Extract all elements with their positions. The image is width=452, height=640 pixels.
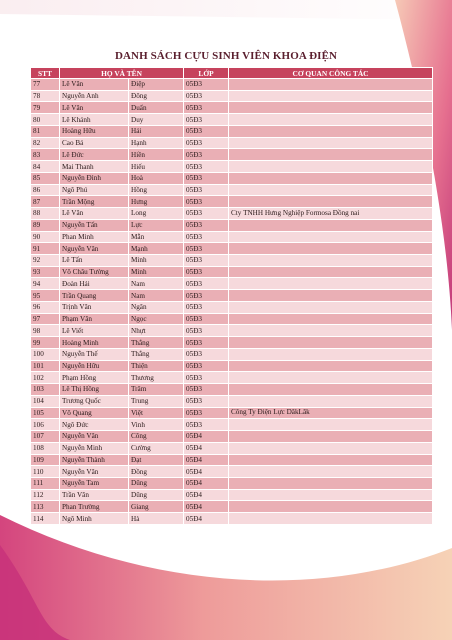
table-row <box>31 125 433 137</box>
cell-given-name: Thắng <box>129 348 184 360</box>
cell-stt: 83 <box>31 149 60 161</box>
table-row <box>31 301 433 313</box>
cell-class: 05Đ3 <box>184 337 229 349</box>
cell-stt: 99 <box>31 337 60 349</box>
cell-class: 05Đ3 <box>184 79 229 91</box>
cell-stt: 101 <box>31 360 60 372</box>
header-stt: STT <box>31 68 60 79</box>
cell-class: 05Đ3 <box>184 278 229 290</box>
cell-surname: Nguyễn Tấn <box>60 219 129 231</box>
cell-given-name: Trung <box>129 395 184 407</box>
cell-stt: 107 <box>31 431 60 443</box>
cell-stt: 96 <box>31 301 60 313</box>
cell-workplace <box>229 313 433 325</box>
cell-given-name: Duy <box>129 114 184 126</box>
cell-given-name: Hưng <box>129 196 184 208</box>
table-row <box>31 208 433 220</box>
cell-workplace <box>229 513 433 525</box>
cell-stt: 85 <box>31 172 60 184</box>
cell-given-name: Duẩn <box>129 102 184 114</box>
cell-stt: 93 <box>31 266 60 278</box>
cell-surname: Lê Văn <box>60 102 129 114</box>
table-row <box>31 407 433 419</box>
table-row <box>31 243 433 255</box>
cell-surname: Lê Viết <box>60 325 129 337</box>
cell-given-name: Vinh <box>129 419 184 431</box>
table-row <box>31 278 433 290</box>
cell-given-name: Lực <box>129 219 184 231</box>
table-row <box>31 501 433 513</box>
cell-given-name: Việt <box>129 407 184 419</box>
cell-class: 05Đ3 <box>184 372 229 384</box>
cell-workplace <box>229 231 433 243</box>
cell-class: 05Đ4 <box>184 442 229 454</box>
cell-workplace <box>229 477 433 489</box>
cell-given-name: Dũng <box>129 477 184 489</box>
cell-given-name: Hải <box>129 125 184 137</box>
cell-surname: Ngô Đức <box>60 419 129 431</box>
table-row <box>31 313 433 325</box>
cell-class: 05Đ3 <box>184 196 229 208</box>
cell-given-name: Trâm <box>129 384 184 396</box>
cell-stt: 84 <box>31 161 60 173</box>
cell-workplace <box>229 102 433 114</box>
cell-given-name: Ngân <box>129 301 184 313</box>
cell-surname: Hoàng Minh <box>60 337 129 349</box>
table-row <box>31 395 433 407</box>
cell-surname: Nguyễn Thế <box>60 348 129 360</box>
cell-surname: Phạm Văn <box>60 313 129 325</box>
cell-given-name: Nhựt <box>129 325 184 337</box>
cell-class: 05Đ4 <box>184 513 229 525</box>
cell-given-name: Hồng <box>129 184 184 196</box>
cell-surname: Võ Châu Tường <box>60 266 129 278</box>
cell-given-name: Mẫn <box>129 231 184 243</box>
cell-class: 05Đ3 <box>184 219 229 231</box>
cell-surname: Hoàng Hữu <box>60 125 129 137</box>
cell-workplace <box>229 219 433 231</box>
cell-workplace <box>229 337 433 349</box>
cell-stt: 87 <box>31 196 60 208</box>
cell-stt: 100 <box>31 348 60 360</box>
cell-stt: 104 <box>31 395 60 407</box>
table-row <box>31 489 433 501</box>
cell-stt: 103 <box>31 384 60 396</box>
cell-class: 05Đ4 <box>184 477 229 489</box>
cell-workplace <box>229 278 433 290</box>
cell-class: 05Đ3 <box>184 419 229 431</box>
cell-given-name: Đồng <box>129 466 184 478</box>
cell-given-name: Điệp <box>129 79 184 91</box>
cell-given-name: Thiện <box>129 360 184 372</box>
cell-given-name: Minh <box>129 255 184 267</box>
cell-workplace <box>229 466 433 478</box>
cell-stt: 106 <box>31 419 60 431</box>
cell-stt: 89 <box>31 219 60 231</box>
cell-stt: 109 <box>31 454 60 466</box>
cell-class: 05Đ3 <box>184 360 229 372</box>
cell-stt: 86 <box>31 184 60 196</box>
cell-stt: 114 <box>31 513 60 525</box>
cell-class: 05Đ4 <box>184 501 229 513</box>
table-row <box>31 454 433 466</box>
table-body <box>31 79 433 525</box>
table-row <box>31 102 433 114</box>
table-row <box>31 184 433 196</box>
table-row <box>31 137 433 149</box>
table-row <box>31 219 433 231</box>
cell-stt: 88 <box>31 208 60 220</box>
cell-class: 05Đ3 <box>184 301 229 313</box>
cell-class: 05Đ4 <box>184 454 229 466</box>
cell-workplace <box>229 395 433 407</box>
table-row <box>31 513 433 525</box>
cell-stt: 102 <box>31 372 60 384</box>
cell-class: 05Đ3 <box>184 114 229 126</box>
cell-surname: Lê Thị Hồng <box>60 384 129 396</box>
cell-surname: Đoàn Hải <box>60 278 129 290</box>
cell-workplace <box>229 255 433 267</box>
cell-given-name: Đạt <box>129 454 184 466</box>
cell-given-name: Ngọc <box>129 313 184 325</box>
cell-class: 05Đ4 <box>184 431 229 443</box>
cell-given-name: Mạnh <box>129 243 184 255</box>
cell-class: 05Đ4 <box>184 489 229 501</box>
cell-stt: 77 <box>31 79 60 91</box>
table-row <box>31 419 433 431</box>
cell-workplace <box>229 360 433 372</box>
cell-class: 05Đ3 <box>184 243 229 255</box>
cell-surname: Trương Quốc <box>60 395 129 407</box>
cell-given-name: Long <box>129 208 184 220</box>
cell-workplace <box>229 442 433 454</box>
cell-workplace <box>229 243 433 255</box>
cell-stt: 90 <box>31 231 60 243</box>
cell-class: 05Đ3 <box>184 266 229 278</box>
table-header-row <box>31 68 433 79</box>
cell-given-name: Nam <box>129 278 184 290</box>
cell-workplace <box>229 372 433 384</box>
cell-stt: 95 <box>31 290 60 302</box>
table-row <box>31 255 433 267</box>
table-row <box>31 290 433 302</box>
table-row <box>31 442 433 454</box>
table-row <box>31 384 433 396</box>
cell-stt: 111 <box>31 477 60 489</box>
cell-workplace: Cty TNHH Hưng Nghiệp Formosa Đồng nai <box>229 208 433 220</box>
cell-class: 05Đ3 <box>184 102 229 114</box>
page-title: DANH SÁCH CỰU SINH VIÊN KHOA ĐIỆN <box>114 50 338 62</box>
cell-class: 05Đ3 <box>184 255 229 267</box>
cell-workplace <box>229 431 433 443</box>
cell-given-name: Thắng <box>129 337 184 349</box>
table-row <box>31 161 433 173</box>
cell-surname: Nguyễn Hữu <box>60 360 129 372</box>
cell-workplace <box>229 149 433 161</box>
cell-stt: 79 <box>31 102 60 114</box>
cell-given-name: Hà <box>129 513 184 525</box>
cell-stt: 110 <box>31 466 60 478</box>
cell-surname: Phan Minh <box>60 231 129 243</box>
cell-class: 05Đ3 <box>184 231 229 243</box>
cell-stt: 92 <box>31 255 60 267</box>
cell-surname: Nguyễn Đình <box>60 172 129 184</box>
cell-given-name: Dũng <box>129 489 184 501</box>
cell-stt: 112 <box>31 489 60 501</box>
cell-class: 05Đ3 <box>184 313 229 325</box>
cell-given-name: Hiền <box>129 149 184 161</box>
cell-stt: 98 <box>31 325 60 337</box>
cell-given-name: Hoà <box>129 172 184 184</box>
cell-class: 05Đ3 <box>184 348 229 360</box>
cell-surname: Trần Mộng <box>60 196 129 208</box>
cell-class: 05Đ3 <box>184 384 229 396</box>
cell-workplace <box>229 384 433 396</box>
cell-stt: 105 <box>31 407 60 419</box>
cell-surname: Lê Văn <box>60 208 129 220</box>
table-row <box>31 231 433 243</box>
cell-class: 05Đ3 <box>184 137 229 149</box>
header-workplace: CƠ QUAN CÔNG TÁC <box>229 68 433 79</box>
cell-class: 05Đ3 <box>184 149 229 161</box>
table-row <box>31 348 433 360</box>
cell-workplace <box>229 301 433 313</box>
cell-given-name: Thương <box>129 372 184 384</box>
cell-workplace <box>229 196 433 208</box>
cell-workplace <box>229 114 433 126</box>
cell-given-name: Hạnh <box>129 137 184 149</box>
cell-given-name: Cường <box>129 442 184 454</box>
cell-surname: Lê Tấn <box>60 255 129 267</box>
cell-workplace <box>229 172 433 184</box>
cell-surname: Nguyễn Minh <box>60 442 129 454</box>
cell-surname: Ngô Phú <box>60 184 129 196</box>
cell-given-name: Giang <box>129 501 184 513</box>
table-row <box>31 325 433 337</box>
cell-stt: 82 <box>31 137 60 149</box>
cell-surname: Nguyễn Anh <box>60 90 129 102</box>
cell-stt: 80 <box>31 114 60 126</box>
header-class: LỚP <box>184 68 229 79</box>
table-row <box>31 372 433 384</box>
table-row <box>31 266 433 278</box>
cell-workplace <box>229 501 433 513</box>
cell-workplace <box>229 489 433 501</box>
cell-surname: Nguyễn Tam <box>60 477 129 489</box>
cell-workplace <box>229 348 433 360</box>
cell-class: 05Đ3 <box>184 172 229 184</box>
cell-class: 05Đ3 <box>184 90 229 102</box>
table-row <box>31 360 433 372</box>
cell-surname: Lê Đức <box>60 149 129 161</box>
cell-workplace <box>229 454 433 466</box>
cell-class: 05Đ3 <box>184 407 229 419</box>
cell-surname: Phan Trường <box>60 501 129 513</box>
cell-surname: Võ Quang <box>60 407 129 419</box>
cell-class: 05Đ3 <box>184 125 229 137</box>
cell-stt: 108 <box>31 442 60 454</box>
cell-surname: Nguyễn Văn <box>60 431 129 443</box>
cell-stt: 94 <box>31 278 60 290</box>
table-row <box>31 79 433 91</box>
cell-surname: Lê Khánh <box>60 114 129 126</box>
table-row <box>31 90 433 102</box>
cell-stt: 97 <box>31 313 60 325</box>
cell-given-name: Minh <box>129 266 184 278</box>
cell-stt: 113 <box>31 501 60 513</box>
table-row <box>31 114 433 126</box>
cell-class: 05Đ3 <box>184 184 229 196</box>
cell-class: 05Đ3 <box>184 395 229 407</box>
cell-surname: Trịnh Văn <box>60 301 129 313</box>
cell-surname: Nguyễn Văn <box>60 466 129 478</box>
cell-workplace <box>229 325 433 337</box>
table-row <box>31 431 433 443</box>
cell-class: 05Đ3 <box>184 290 229 302</box>
cell-stt: 78 <box>31 90 60 102</box>
table-row <box>31 172 433 184</box>
cell-workplace <box>229 161 433 173</box>
table-row <box>31 196 433 208</box>
cell-surname: Trần Văn <box>60 489 129 501</box>
cell-class: 05Đ3 <box>184 208 229 220</box>
cell-workplace <box>229 137 433 149</box>
cell-stt: 81 <box>31 125 60 137</box>
cell-class: 05Đ3 <box>184 325 229 337</box>
cell-workplace <box>229 184 433 196</box>
cell-surname: Trần Quang <box>60 290 129 302</box>
cell-surname: Ngô Minh <box>60 513 129 525</box>
cell-stt: 91 <box>31 243 60 255</box>
cell-given-name: Hiếu <box>129 161 184 173</box>
cell-class: 05Đ3 <box>184 161 229 173</box>
cell-workplace <box>229 266 433 278</box>
cell-class: 05Đ4 <box>184 466 229 478</box>
cell-surname: Nguyễn Văn <box>60 243 129 255</box>
table-row <box>31 337 433 349</box>
cell-surname: Cao Bá <box>60 137 129 149</box>
table-row <box>31 477 433 489</box>
cell-surname: Mai Thanh <box>60 161 129 173</box>
cell-workplace <box>229 290 433 302</box>
cell-given-name: Đông <box>129 90 184 102</box>
cell-workplace <box>229 90 433 102</box>
header-name: HỌ VÀ TÊN <box>60 68 184 79</box>
cell-workplace <box>229 419 433 431</box>
alumni-table <box>30 67 433 525</box>
cell-surname: Nguyễn Thành <box>60 454 129 466</box>
cell-surname: Lê Văn <box>60 79 129 91</box>
table-row <box>31 149 433 161</box>
cell-given-name: Công <box>129 431 184 443</box>
table-row <box>31 466 433 478</box>
cell-surname: Phạm Hồng <box>60 372 129 384</box>
cell-given-name: Nam <box>129 290 184 302</box>
cell-workplace <box>229 79 433 91</box>
cell-workplace: Công Ty Điện Lực DăkLăk <box>229 407 433 419</box>
cell-workplace <box>229 125 433 137</box>
